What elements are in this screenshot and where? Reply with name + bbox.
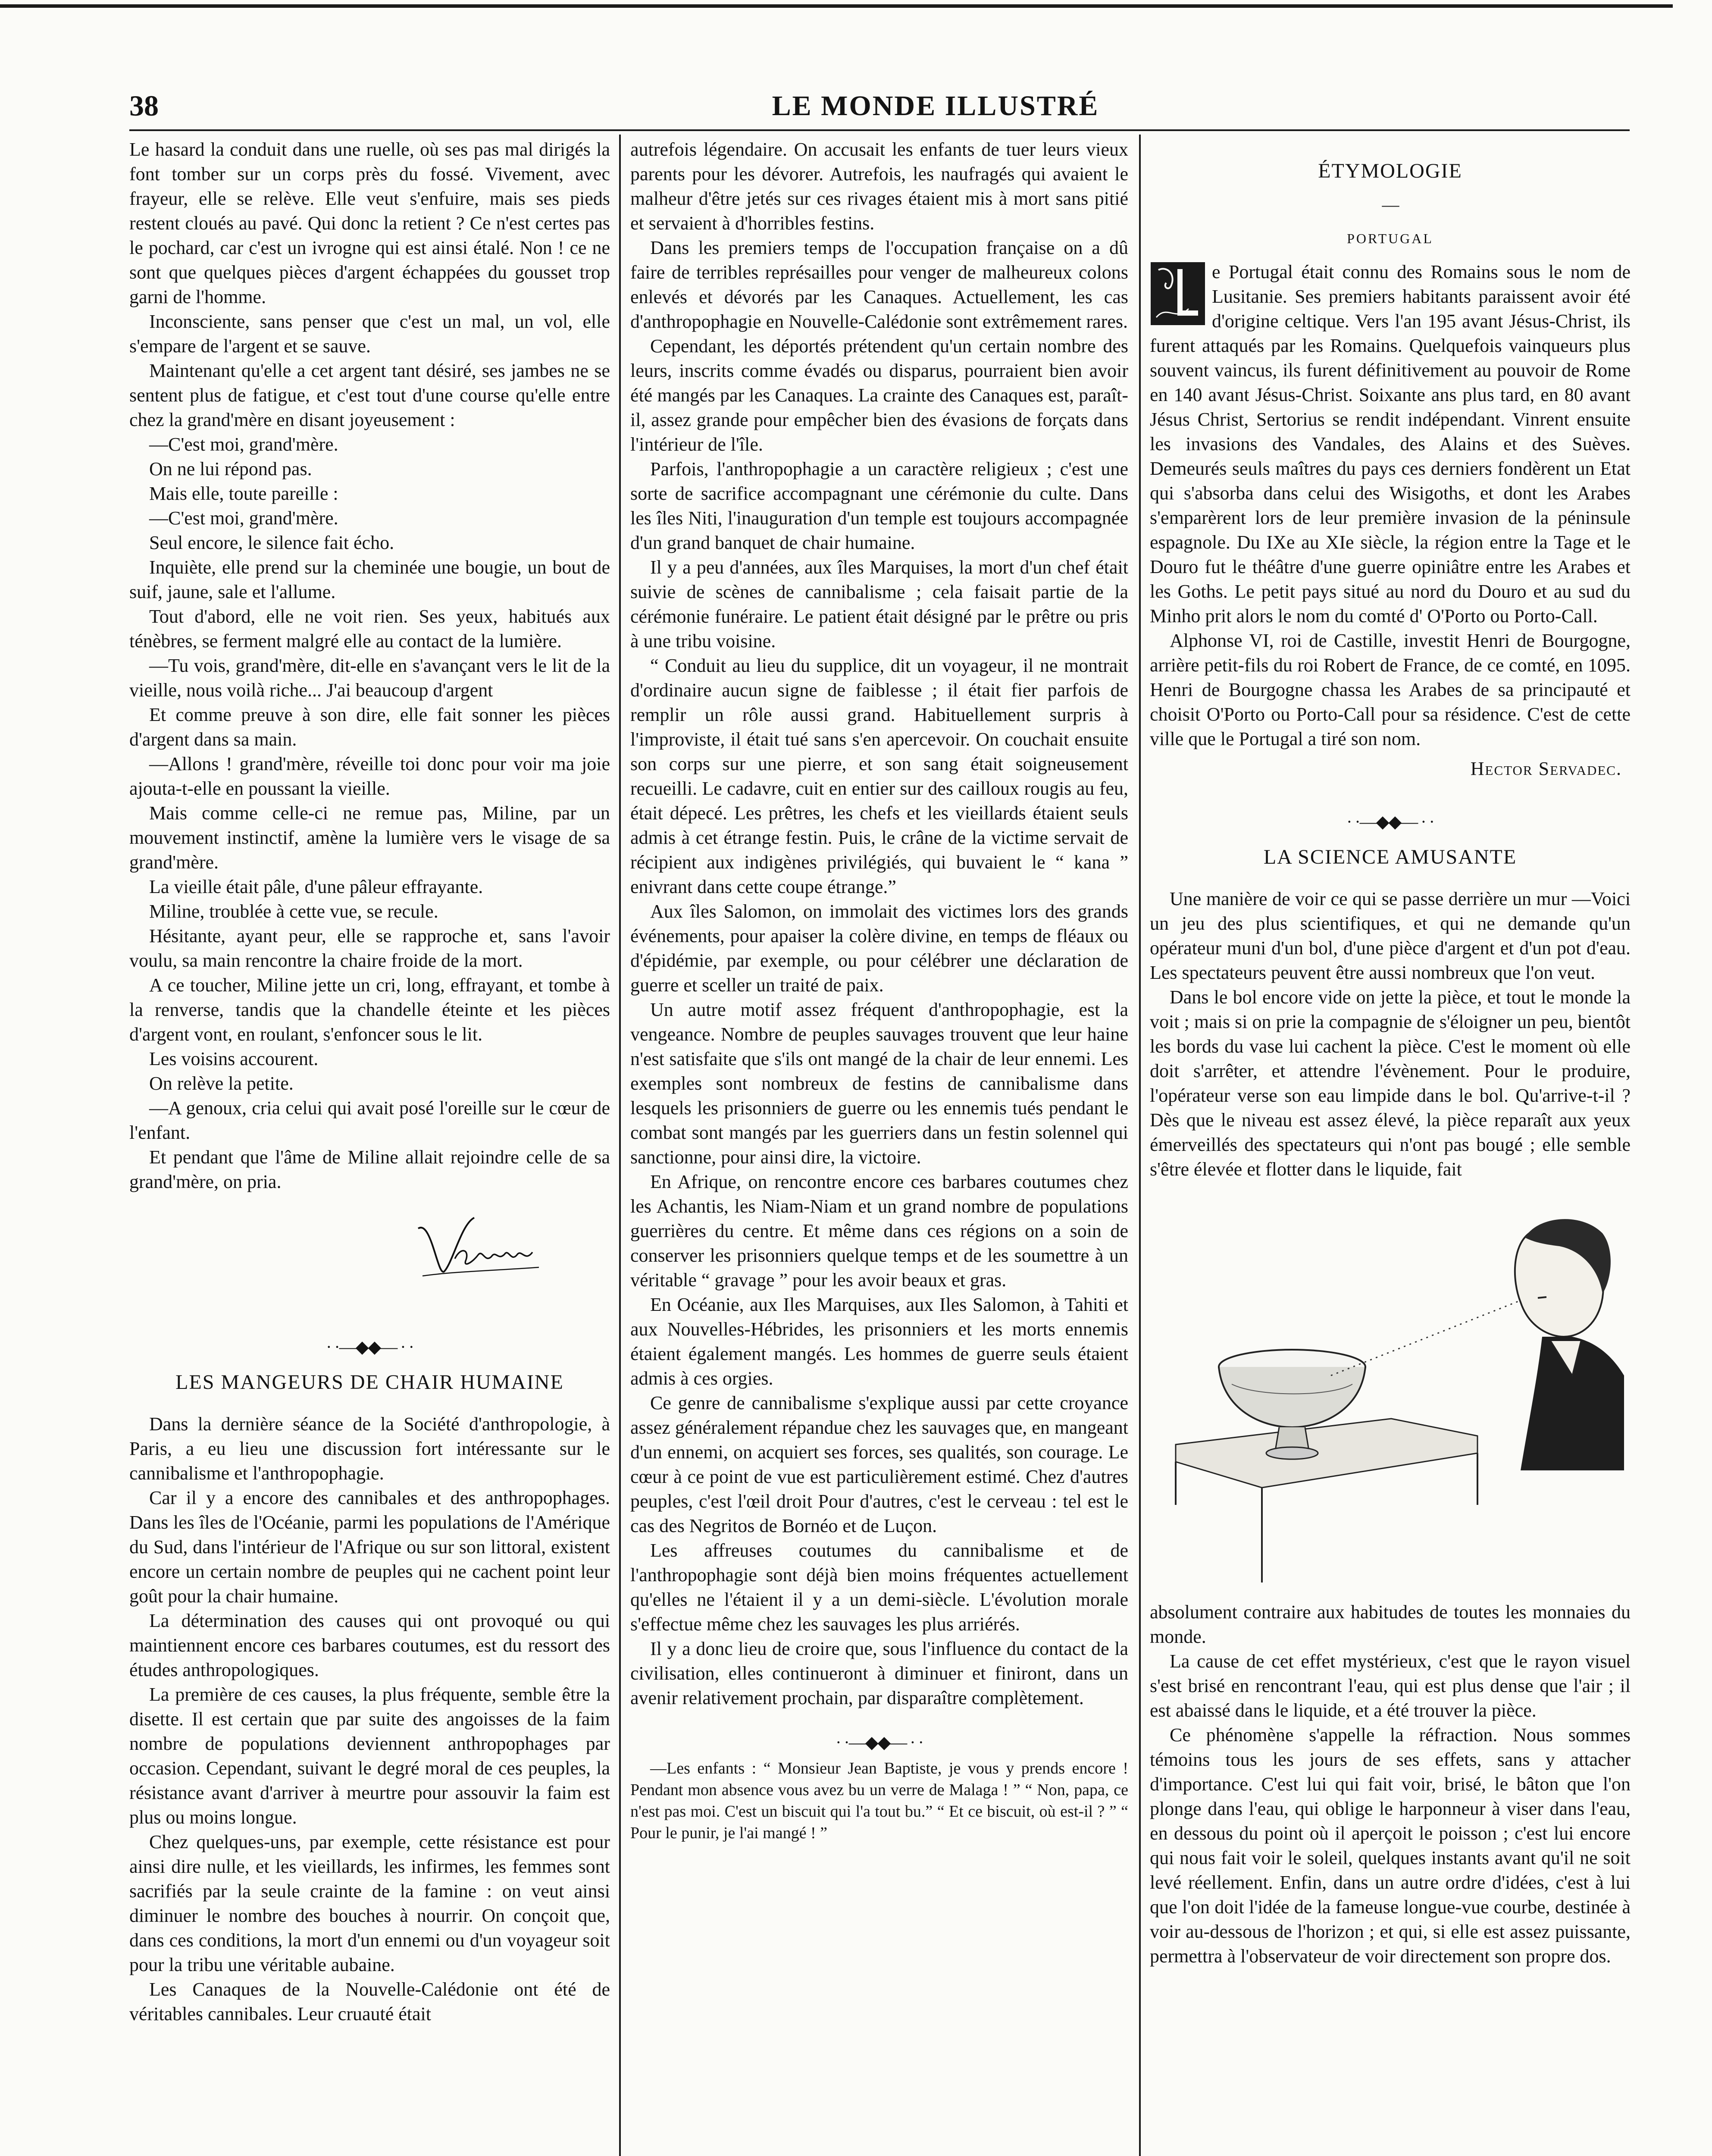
paragraph: Cependant, les déportés prétendent qu'un certain nombre des leurs, inscrits comme évadés ou disparus, pourraient bien avoir été mangés par les Canaques. La crainte des Canaques est, paraît-il, assez grande pour empêcher bien des évasions de forçats dans l'intérieur de l'île. <box>630 335 1128 455</box>
anecdote-note: —Les enfants : “ Monsieur Jean Baptiste, je vous y prends encore ! Pendant mon absence vous avez bu un verre de Malaga ! ” “ Non, papa, ce n'est pas moi. C'est un biscuit qui l'a tout bu.” “ Et ce biscuit, où est-il ? ” “ Pour le punir, je l'ai mangé ! ” <box>630 1759 1128 1842</box>
etymology-title: ÉTYMOLOGIE <box>1318 160 1462 182</box>
paragraph: Ce phénomène s'appelle la réfraction. Nous sommes témoins tous les jours de ses effets, sans y attacher d'importance. C'est lui qui fait voir, brisé, le bâton que l'on plonge dans l'eau, qui oblige le harponneur à viser dans l'eau, en dessous du point où il aperçoit le poisson ; c'est lui encore qui nous fait voir le soleil, quelques instants avant qu'il ne soit levé réellement. Enfin, dans un autre ordre d'idées, c'est à lui que l'on doit l'idée de la fameuse longue-vue courbe, destinée à voir au-dessous de l'horizon ; et qui, si elle est assez puissante, permettra à l'observateur de voir directement son propre dos. <box>1150 1724 1631 1967</box>
paragraph: Le hasard la conduit dans une ruelle, où ses pas mal dirigés la font tomber sur un corps près du fossé. Vivement, avec frayeur, elle se relève. Elle veut s'enfuire, mais ses pieds restent cloués au pavé. Qui donc la retient ? Ce n'est certes pas le pochard, car c'est un ivrogne qui est ainsi étalé. Non ! ce ne sont que quelques pièces d'argent échappées du gousset trop garni de l'homme. <box>129 139 610 307</box>
paragraph: La cause de cet effet mystérieux, c'est que le rayon visuel s'est brisé en rencontrant l'eau, qui est plus dense que l'air ; il est abaissé dans le liquide, et a été trouver la pièce. <box>1150 1651 1631 1721</box>
paragraph: Inquiète, elle prend sur la cheminée une bougie, un bout de suif, jaune, sale et l'allume. <box>129 557 610 602</box>
paragraph: —C'est moi, grand'mère. <box>149 434 338 455</box>
paragraph: —Tu vois, grand'mère, dit-elle en s'avançant vers le lit de la vieille, nous voilà riche... J'ai beaucoup d'argent <box>129 655 610 701</box>
journal-title: LE MONDE ILLUSTRÉ <box>772 90 1099 122</box>
paragraph: Un autre motif assez fréquent d'anthropophagie, est la vengeance. Nombre de peuples sauvages trouvent que leur haine n'est satisfaite que s'ils ont mangé de la chair de leur ennemi. Les exemples sont nombreux de festins de cannibalisme dans lesquels les prisonniers de guerre ou les ennemis tués pendant le combat sont mangés par les guerriers dans un festin solennel qui sanctionne, pour ainsi dire, la victoire. <box>630 999 1128 1168</box>
paragraph: Mais comme celle-ci ne remue pas, Miline, par un mouvement instinctif, amène la lumière vers le visage de sa grand'mère. <box>129 802 610 873</box>
paragraph: Car il y a encore des cannibales et des anthropophages. Dans les îles de l'Océanie, parmi les populations de l'Amérique du Sud, dans l'intérieur de l'Afrique ou sur son littoral, existent encore un certain nombre de peuples qui ne cachent point leur goût pour la chair humaine. <box>129 1487 610 1607</box>
paragraph: Dans la dernière séance de la Société d'anthropologie, à Paris, a eu lieu une discussion fort intéressante sur le cannibalisme et l'anthropophagie. <box>129 1413 610 1484</box>
column-divider-1 <box>619 135 621 2156</box>
paragraph: Dans les premiers temps de l'occupation française on a dû faire de terribles représailles pour venger de malheureux colons enlevés et dévorés par les Canaques. Actuellement, les cas d'anthropophagie en Nouvelle-Calédonie sont extrêmement rares. <box>630 237 1128 332</box>
paragraph: On relève la petite. <box>149 1073 294 1094</box>
paragraph: Miline, troublée à cette vue, se recule. <box>149 901 438 922</box>
paragraph: Il y a donc lieu de croire que, sous l'influence du contact de la civilisation, elles continueront à diminuer et finiront, dans un avenir relativement prochain, par disparaître complètement. <box>630 1638 1128 1708</box>
column-3 <box>1150 137 1631 1968</box>
paragraph: Dans le bol encore vide on jette la pièce, et tout le monde la voit ; mais si on prie la compagnie de s'éloigner un peu, bientôt les bords du vase lui cachent la pièce. C'est le moment où elle doit s'arrêter, et attendre l'évènement. Pour le produire, l'opérateur verse son eau limpide dans le bol. Qu'arrive-t-il ? Dès que le niveau est assez élevé, la pièce reparaît aux yeux émerveillés des spectateurs qui n'ont pas bougé ; elle semble s'être élevée et flotter dans le liquide, fait <box>1150 987 1631 1180</box>
dropcap-l-icon <box>1150 261 1206 326</box>
paragraph: La première de ces causes, la plus fréquente, semble être la disette. Il est certain que par suite des angoisses de la faim nombre de populations deviennent anthropophages par occasion. Cependant, suivant le degré moral de ces peuples, la résistance avant d'arriver à meurtre pour assouvir la faim est plus ou moins longue. <box>129 1684 610 1828</box>
paragraph: Ce genre de cannibalisme s'explique aussi par cette croyance assez généralement répandue chez les sauvages que, en mangeant d'un ennemi, on acquiert ses forces, ses qualités, son courage. Le cœur à ce point de vue est particulièrement estimé. Chez d'autres peuples, c'est l'œil droit Pour d'autres, c'est le cerveau : tel est le cas des Negritos de Bornéo et de Luçon. <box>630 1392 1128 1536</box>
paragraph: Alphonse VI, roi de Castille, investit Henri de Bourgogne, arrière petit-fils du roi Robert de France, de ce comté, en 1095. Henri de Bourgogne chassa les Arabes de sa principauté et choisit O'Porto ou Porto-Call pour sa résidence. C'est de cette ville que le Portugal a tiré son nom. <box>1150 630 1631 749</box>
paragraph: absolument contraire aux habitudes de toutes les monnaies du monde. <box>1150 1601 1631 1647</box>
section-ornament: · ·—◆◆— · · <box>836 1733 923 1752</box>
paragraph: Les Canaques de la Nouvelle-Calédonie ont été de véritables cannibales. Leur cruauté était <box>129 1979 610 2024</box>
etymology-subtitle: PORTUGAL <box>1347 231 1433 246</box>
paragraph: En Océanie, aux Iles Marquises, aux Iles Salomon, à Tahiti et aux Nouvelles-Hébrides, les prisonniers et les morts ennemis étaient également mangés. Les hommes de guerre seuls étaient admis à ces orgies. <box>630 1294 1128 1389</box>
section-title: LES MANGEURS DE CHAIR HUMAINE <box>175 1371 564 1394</box>
paragraph: Les voisins accourent. <box>149 1048 319 1069</box>
paragraph: La détermination des causes qui ont provoqué ou qui maintiennent encore ces barbares coutumes, est du ressort des études anthropologiques. <box>129 1610 610 1680</box>
paragraph: —Allons ! grand'mère, réveille toi donc pour voir ma joie ajouta-t-elle en poussant la vieille. <box>129 753 610 799</box>
column-divider-2 <box>1139 135 1141 2156</box>
paragraph: Chez quelques-uns, par exemple, cette résistance est pour ainsi dire nulle, et les vieillards, les infirmes, les femmes sont sacrifiés par la seule crainte de la famine : on veut ainsi diminuer le nombre des bouches à nourrir. On conçoit que, dans ces conditions, la mort d'un ennemi ou d'un voyageur soit pour la tribu une véritable aubaine. <box>129 1831 610 1975</box>
paragraph: Seul encore, le silence fait écho. <box>149 532 394 553</box>
column-1 <box>129 137 610 2026</box>
paragraph: Aux îles Salomon, on immolait des victimes lors des grands événements, pour apaiser la colère divine, en temps de fléaux ou d'épidémie, par exemple, ou pour célébrer une déclaration de guerre et sceller un traité de paix. <box>630 901 1128 996</box>
paragraph: Les affreuses coutumes du cannibalisme et de l'anthropophagie sont déjà bien moins fréquentes actuellement qu'elles ne l'étaient il y a un demi-siècle. L'évolution morale s'effectue même chez les sauvages les plus arriérés. <box>630 1540 1128 1635</box>
article-author: Hector Servadec. <box>1470 758 1622 779</box>
paragraph: A ce toucher, Miline jette un cri, long, effrayant, et tombe à la renverse, tandis que la chandelle éteinte et les pièces d'argent vont, en roulant, s'enfoncer sous le lit. <box>129 975 610 1045</box>
paragraph: Il y a peu d'années, aux îles Marquises, la mort d'un chef était suivie de scènes de cannibalisme ; cela faisait partie de la cérémonie funéraire. Le patient était désigné par le prêtre ou pris à une tribu voisine. <box>630 557 1128 652</box>
paragraph: Mais elle, toute pareille : <box>149 483 338 504</box>
paragraph: En Afrique, on rencontre encore ces barbares coutumes chez les Achantis, les Niam-Niam et un grand nombre de populations guerrières du centre. Et même dans ces régions on a soin de conserver les prisonniers quelque temps et de les soumettre à un véritable “ gravage ” pour les avoir beaux et gras. <box>630 1171 1128 1291</box>
bowl-and-observer-image <box>1150 1194 1631 1595</box>
refraction-illustration <box>1150 1194 1631 1595</box>
paragraph: Et comme preuve à son dire, elle fait sonner les pièces d'argent dans sa main. <box>129 704 610 750</box>
paragraph: La vieille était pâle, d'une pâleur effrayante. <box>149 876 483 897</box>
top-border <box>0 4 1673 8</box>
header-rule <box>129 129 1630 131</box>
paragraph: Maintenant qu'elle a cet argent tant désiré, ses jambes ne se sentent plus de fatigue, et c'est tout d'une course qu'elle entre chez la grand'mère en disant joyeusement : <box>129 360 610 430</box>
paragraph: On ne lui répond pas. <box>149 458 312 479</box>
section-ornament: · ·—◆◆— · · <box>326 1337 413 1357</box>
paragraph: e Portugal était connu des Romains sous le nom de Lusitanie. Ses premiers habitants paraissent avoir été d'origine celtique. Vers l'an 195 avant Jésus-Christ, ils furent attaqués par les Romains. Quelquefois vainqueurs plus souvent vaincus, ils furent définitivement au pouvoir de Rome en 140 avant Jésus-Christ. Soixante ans plus tard, en 80 avant Jésus Christ, Sertorius se rendit indépendant. Vinrent ensuite les invasions des Vandales, des Alains et des Suèves. Demeurés seuls maîtres du pays ces derniers fondèrent un Etat qui s'absorba dans celui des Wisigoths, et dont les Arabes s'emparèrent lors de leur première invasion de la péninsule espagnole. Du IXe au XIe siècle, la région entre la Tage et le Douro fut le théâtre d'une guerre opiniâtre entre les Arabes et les Goths. Le petit pays situé au nord du Douro et au sud du Minho prit alors le nom du comté d' O'Porto ou Porto-Call. <box>1150 261 1631 627</box>
paragraph: Et pendant que l'âme de Miline allait rejoindre celle de sa grand'mère, on pria. <box>129 1147 610 1192</box>
paragraph: “ Conduit au lieu du supplice, dit un voyageur, il ne montrait d'ordinaire aucun signe de faiblesse ; il était fier parfois de remplir un rôle aussi grand. Habituellement surpris à l'improviste, il était tué sans s'en apercevoir. On couchait ensuite son corps sur une pierre, et son sang était soigneusement recueilli. Le cadavre, cuit en entier sur des cailloux rougis au feu, était dépecé. Les prêtres, les chefs et les vieillards étaient seuls admis à cet étrange festin. Puis, le crâne de la victime servait de récipient aux indigènes privilégiés, qui buvaient le “ kana ” enivrant dans cette coupe étrange.” <box>630 655 1128 897</box>
paragraph: Tout d'abord, elle ne voit rien. Ses yeux, habitués aux ténèbres, se ferment malgré elle au contact de la lumière. <box>129 606 610 652</box>
paragraph: autrefois légendaire. On accusait les enfants de tuer leurs vieux parents pour les dévorer. Autrefois, les naufragés qui avaient le malheur d'être jetés sur ces rivages étaient mis à mort sans pitié et servaient à d'horribles festins. <box>630 139 1128 234</box>
title-rule: — <box>1382 195 1399 214</box>
paragraph: —A genoux, cria celui qui avait posé l'oreille sur le cœur de l'enfant. <box>129 1097 610 1143</box>
column-2 <box>630 137 1128 1844</box>
author-signature <box>129 1194 610 1332</box>
paragraph: Parfois, l'anthropophagie a un caractère religieux ; c'est une sorte de sacrifice accompagnant une cérémonie du culte. Dans les îles Niti, l'inauguration d'un temple est toujours accompagnée d'un grand banquet de chair humaine. <box>630 458 1128 553</box>
paragraph: Inconsciente, sans penser que c'est un mal, un vol, elle s'empare de l'argent et se sauve. <box>129 311 610 357</box>
science-title: LA SCIENCE AMUSANTE <box>1263 846 1517 868</box>
paragraph: Hésitante, ayant peur, elle se rapproche et, sans l'avoir voulu, sa main rencontre la chaire froide de la mort. <box>129 925 610 971</box>
paragraph: Une manière de voir ce qui se passe derrière un mur —Voici un jeu des plus scientifiques, et qui ne demande qu'un opérateur muni d'un bol, d'une pièce d'argent et d'un pot d'eau. Les spectateurs peuvent être aussi nombreux que l'on veut. <box>1150 888 1631 983</box>
section-ornament: · ·—◆◆— · · <box>1346 812 1434 831</box>
paragraph: —C'est moi, grand'mère. <box>149 508 338 529</box>
page-number: 38 <box>129 89 159 122</box>
signature-image <box>414 1211 543 1280</box>
